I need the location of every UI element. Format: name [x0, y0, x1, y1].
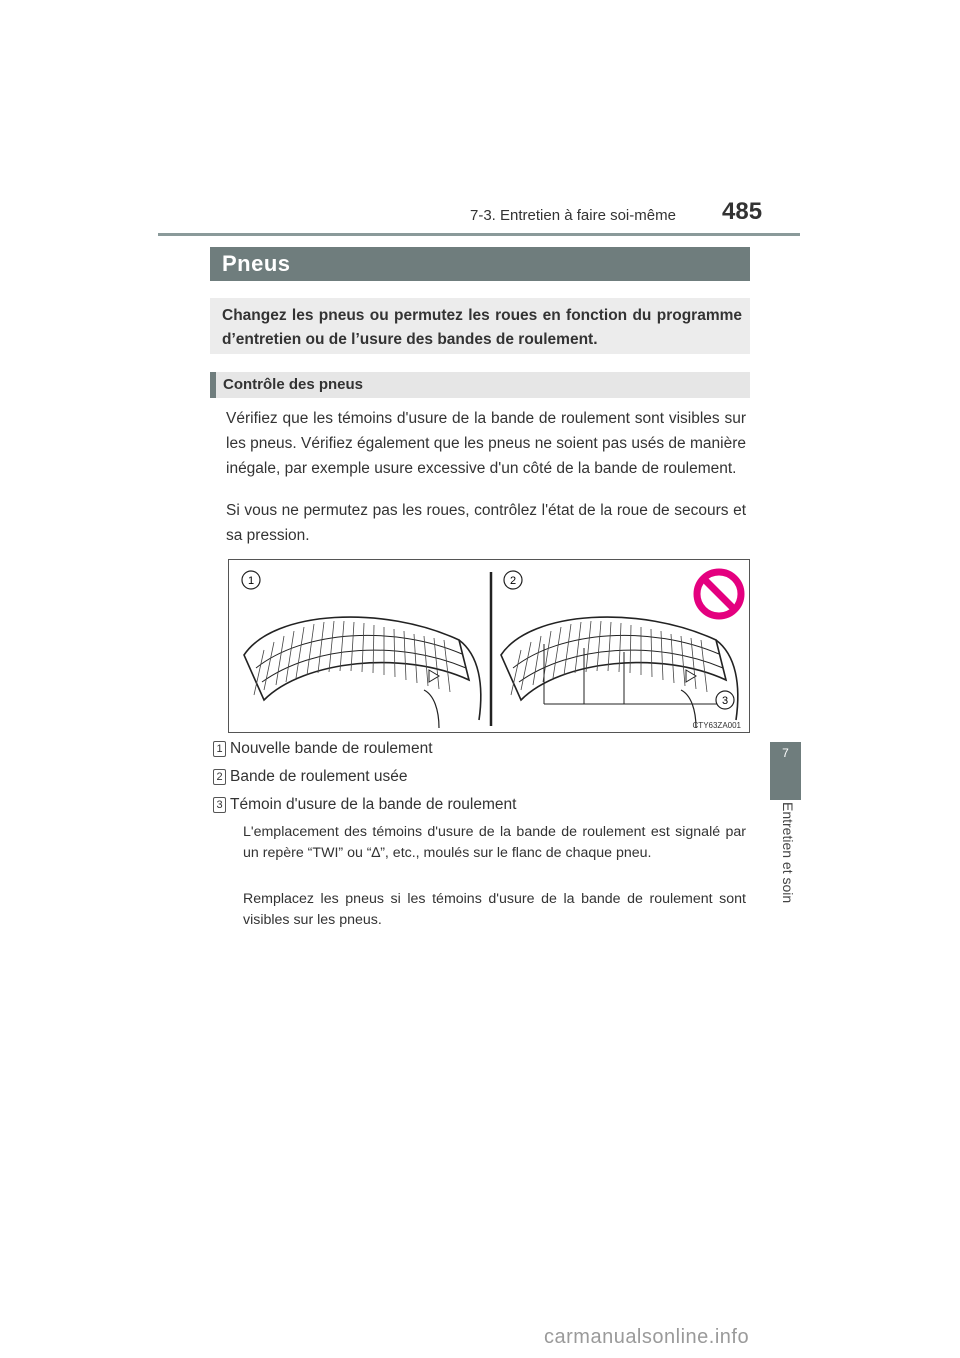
legend-item — [213, 796, 516, 814]
intro-text: Changez les pneus ou permutez les roues en fonction du programme d’entretien ou de l’usure des bandes de roulement. — [222, 307, 742, 348]
callout-3 — [716, 691, 734, 709]
note-2: Remplacez les pneus si les témoins d'usure de la bande de roulement sont visibles sur les pneus. — [243, 891, 746, 928]
callout-1 — [242, 571, 260, 589]
legend-text: Nouvelle bande de roulement — [230, 740, 433, 757]
svg-text:3: 3 — [721, 695, 729, 707]
legend-number: 3 — [213, 797, 226, 813]
page-title: Pneus — [222, 251, 291, 276]
subsection-accent — [210, 372, 216, 398]
title-bar — [210, 247, 750, 281]
figure-code: CTY63ZA001 — [692, 721, 741, 730]
tire-illustration — [228, 559, 750, 733]
header-rule — [158, 233, 800, 236]
page-number: 485 — [722, 198, 763, 225]
legend-number: 1 — [213, 741, 226, 757]
worn-tread-tire — [501, 617, 738, 728]
chapter-number: 7 — [782, 746, 789, 760]
no-symbol-icon — [697, 572, 741, 616]
note-1: L'emplacement des témoins d'usure de la bande de roulement est signalé par un repère “TWI” ou “∆”, etc., moulés sur le flanc de chaque pneu. — [243, 824, 746, 861]
legend-item — [213, 740, 433, 758]
chapter-label: Entretien et soin — [780, 802, 796, 904]
legend-text: Témoin d'usure de la bande de roulement — [230, 796, 517, 813]
legend-text: Bande de roulement usée — [230, 768, 408, 785]
legend-item — [213, 768, 408, 786]
watermark: carmanualsonline.info — [544, 1326, 750, 1348]
new-tread-tire — [244, 617, 481, 728]
svg-text:1: 1 — [247, 575, 255, 587]
section-heading: 7-3. Entretien à faire soi-même — [470, 207, 676, 224]
paragraph-1: Vérifiez que les témoins d'usure de la bande de roulement sont visibles sur les pneus. Vérifiez également que les pneus ne soient pas usés de manière inégale, par exemple usure excessive d'un côté de la bande de roulement. — [226, 410, 746, 477]
paragraph-2: Si vous ne permutez pas les roues, contrôlez l'état de la roue de secours et sa pression. — [226, 502, 746, 544]
legend-number: 2 — [213, 769, 226, 785]
svg-text:2: 2 — [509, 575, 517, 587]
callout-2 — [504, 571, 522, 589]
subsection-title: Contrôle des pneus — [223, 376, 364, 393]
